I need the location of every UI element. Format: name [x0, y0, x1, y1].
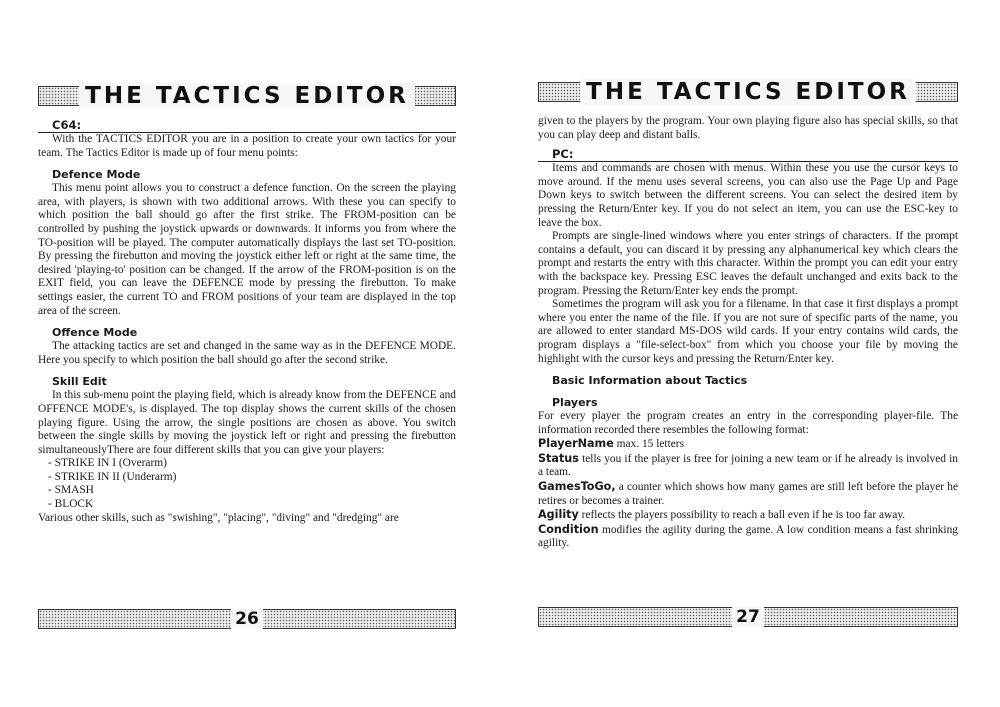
section-heading-pc: PC:	[538, 147, 958, 162]
field-desc: a counter which shows how many games are still left before the player he retires or becomes a trainer.	[538, 481, 958, 507]
pc-paragraph-menus: Items and commands are chosen with menus. Within these you use the cursor keys to move around. If the menu uses several screens, you can also use the Page Up and Page Down keys to switch between the different screens. You can select the desired item by pressing the Return/Enter key. If you do not select an item, you can use the ESC-key to leave the box.	[538, 162, 958, 229]
skill-item: - STRIKE IN II (Underarm)	[48, 470, 177, 483]
field-status	[538, 452, 958, 480]
header-banner	[538, 79, 958, 105]
header-banner	[38, 83, 456, 109]
right-body	[538, 115, 958, 551]
page-number: 26	[231, 609, 263, 629]
heading-players: Players	[552, 396, 598, 410]
skill-list	[38, 457, 456, 511]
pc-paragraph-prompts: Prompts are single-lined windows where you enter strings of characters. If the prompt contains a default, you can discard it by pressing any alphanumerical key which clears the prompt and restarts the entry with this character. Within the prompt you can edit your entry with the backspace key. Pressing ESC leaves the default unchanged and exits back to the program. Pressing the Return/Enter key ends the prompt.	[538, 230, 958, 297]
field-agility	[538, 508, 958, 523]
header-title: THE TACTICS EDITOR	[79, 83, 415, 109]
header-title: THE TACTICS EDITOR	[580, 79, 916, 105]
players-paragraph: For every player the program creates an entry in the corresponding player-file. The information recorded there resembles the following format:	[538, 410, 958, 436]
left-body	[38, 118, 456, 525]
pc-paragraph-filename: Sometimes the program will ask you for a filename. In that case it first displays a prompt where you enter the name of the file. If you are not sure of specific parts of the name, you are allowed to enter standard MS-DOS wild cards. If your entry contains wild cards, the program displays a "file-select-box" from which you choose your file by moving the highlight with the cursor keys and pressing the Return/Enter key.	[538, 298, 958, 365]
heading-basic-information: Basic Information about Tactics	[552, 374, 748, 388]
offence-paragraph: The attacking tactics are set and changed in the same way as in the DEFENCE MODE. Here you specify to which position the ball should go after the second strike.	[38, 340, 456, 366]
field-desc: modifies the agility during the game. A low condition means a fast shrinking agility.	[538, 523, 958, 550]
field-term: Status	[538, 451, 579, 465]
field-desc: max. 15 letters	[613, 438, 685, 451]
skill-item: - BLOCK	[48, 498, 94, 511]
page-number: 27	[732, 607, 764, 627]
continuation-paragraph: given to the players by the program. Your own playing figure also has special skills, so that you can play deep and distant balls.	[538, 115, 958, 141]
defence-paragraph: This menu point allows you to construct a defence function. On the screen the playing area, with players, is shown with two additional arrows. With these you can specify to which position the ball should go after the first strike. The FROM-position can be controlled by pushing the joystick upwards or downwards. It informs you from where the TO-position will be played. The computer automatically displays the last set TO-position. By pressing the firebutton and moving the joystick either left or right at the same time, the desired 'playing-to' position can be changed. If the arrow of the FROM-position is on the EXIT field, you can leave the DEFENCE mode by pressing the firebutton. To make settings easier, the current TO and FROM positions of your team are displayed in the top area of the screen.	[38, 182, 456, 317]
footer-banner	[38, 609, 456, 629]
skill-item: - STRIKE IN I (Overarm)	[48, 457, 167, 470]
intro-paragraph: With the TACTICS EDITOR you are in a position to create your own tactics for your team. The Tactics Editor is made up of four menu points:	[38, 133, 456, 159]
skill-tail-paragraph: Various other skills, such as "swishing", "placing", "diving" and "dredging" are	[38, 511, 399, 524]
field-term: GamesToGo,	[538, 480, 616, 494]
field-term: Agility	[538, 508, 579, 522]
footer-banner	[538, 607, 958, 627]
heading-skill-edit: Skill Edit	[52, 375, 107, 389]
field-term: Condition	[538, 522, 599, 536]
skill-paragraph: In this sub-menu point the playing field, which is already know from the DEFENCE and OFFENCE MODE's, is displayed. The top display shows the current skills of the chosen playing figure. Using the arrow, the single positions are chosen as above. You switch between the single skills by moving the joystick left or right and pressing the firebutton simultaneouslyThere are four different skills that you can give your players:	[38, 389, 456, 456]
skill-item: - SMASH	[48, 484, 94, 497]
section-heading-c64: C64:	[38, 118, 456, 133]
heading-offence-mode: Offence Mode	[52, 326, 138, 340]
field-desc: reflects the players possibility to reach a ball even if he is too far away.	[578, 509, 906, 522]
field-gamestogo	[538, 480, 958, 508]
field-desc: tells you if the player is free for joining a new team or if he already is involved in a team.	[538, 452, 958, 479]
heading-defence-mode: Defence Mode	[52, 168, 141, 182]
right-page	[500, 0, 1000, 707]
field-term: PlayerName	[538, 437, 614, 451]
field-condition	[538, 523, 958, 551]
field-playername	[538, 437, 958, 452]
